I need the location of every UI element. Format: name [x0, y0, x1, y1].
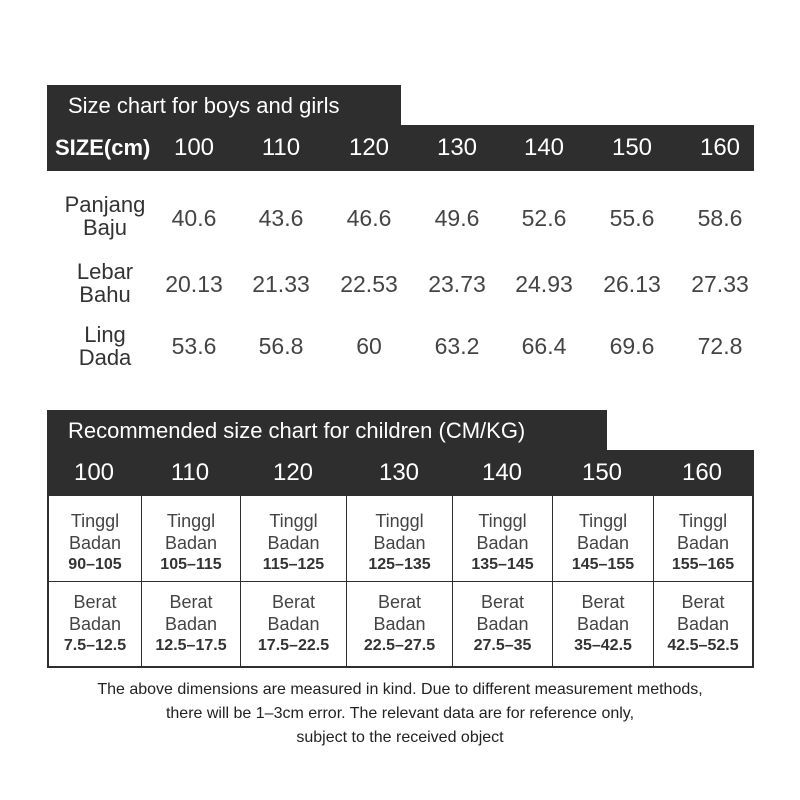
cell-value: 115–125: [262, 556, 325, 573]
cell-label-line1: Berat: [169, 592, 213, 612]
cell-value: 35–42.5: [574, 637, 632, 654]
table-cell: 63.2: [434, 333, 480, 359]
measurement-disclaimer: [20, 678, 780, 750]
size-header-100: 100: [73, 459, 115, 486]
cell-label-line1: Berat: [480, 592, 525, 612]
table-cell: 49.6: [434, 205, 480, 231]
cell-value: 27.5–35: [473, 637, 532, 654]
table-cell: 60: [356, 333, 382, 359]
weight-cell: [654, 591, 752, 657]
cell-label-line1: Tinggl: [166, 511, 216, 531]
cell-label-line2: Badan: [68, 533, 122, 553]
size-header-110: 110: [170, 459, 210, 486]
cell-value: 125–135: [368, 556, 431, 573]
cell-label-line1: Berat: [581, 592, 625, 612]
size-column-label: SIZE(cm): [55, 135, 151, 160]
table-cell: 22.53: [340, 271, 398, 297]
weight-cell: [241, 591, 346, 657]
size-header-130: 130: [378, 459, 420, 486]
weight-cell: [142, 591, 240, 657]
size-header-120: 120: [272, 459, 314, 486]
cell-value: 90–105: [68, 556, 122, 573]
row-label-line1: Lebar: [76, 259, 134, 284]
cell-label-line2: Badan: [68, 614, 122, 634]
cell-label-line2: Badan: [476, 533, 529, 553]
cell-label-line2: Badan: [576, 533, 630, 553]
table-cell: 56.8: [258, 333, 304, 359]
cell-label-line2: Badan: [576, 614, 630, 634]
table-cell: 52.6: [521, 205, 567, 231]
row-label-panjang-baju: [50, 193, 160, 239]
cell-label-line2: Badan: [373, 533, 426, 553]
size-header-100: 100: [173, 134, 215, 161]
row-label-line2: Dada: [78, 345, 132, 370]
cell-label-line1: Tinggl: [478, 511, 527, 531]
weight-cell: [347, 591, 452, 657]
height-cell: [654, 510, 752, 576]
row-divider: [47, 581, 754, 582]
size-header-160: 160: [699, 134, 741, 161]
row-label-line1: Ling: [84, 322, 126, 347]
cell-label-line2: Badan: [373, 614, 426, 634]
cell-value: 42.5–52.5: [667, 637, 739, 654]
cell-label-line1: Tinggl: [269, 511, 318, 531]
row-label-line1: Panjang: [64, 192, 146, 217]
cell-value: 105–115: [160, 556, 222, 573]
cell-label-line1: Tinggl: [578, 511, 628, 531]
table-cell: 55.6: [609, 205, 655, 231]
table-cell: 21.33: [252, 271, 310, 297]
size-chart-title: Size chart for boys and girls: [47, 85, 401, 126]
table-cell: 58.6: [697, 205, 743, 231]
row-label-line2: Bahu: [79, 282, 131, 307]
height-cell: [241, 510, 346, 576]
cell-label-line1: Berat: [377, 592, 422, 612]
disclaimer-line2: there will be 1–3cm error. The relevant data are for reference only,: [165, 705, 635, 722]
weight-cell: [553, 591, 653, 657]
size-header-140: 140: [481, 459, 523, 486]
table-cell: 53.6: [171, 333, 217, 359]
table-cell: 46.6: [346, 205, 392, 231]
weight-cell: [49, 591, 141, 657]
cell-label-line2: Badan: [164, 614, 218, 634]
cell-label-line2: Badan: [267, 614, 320, 634]
cell-label-line1: Berat: [73, 592, 117, 612]
cell-label-line2: Badan: [676, 614, 730, 634]
table-cell: 23.73: [428, 271, 486, 297]
table-cell: 72.8: [697, 333, 743, 359]
table-cell: 27.33: [691, 271, 749, 297]
size-header-120: 120: [348, 134, 390, 161]
cell-label-line1: Tinggl: [678, 511, 728, 531]
recommended-chart-title: Recommended size chart for children (CM/KG): [47, 410, 607, 451]
height-cell: [347, 510, 452, 576]
table-cell: 40.6: [171, 205, 217, 231]
size-header-150: 150: [611, 134, 653, 161]
cell-value: 145–155: [571, 556, 635, 573]
height-cell: [142, 510, 240, 576]
cell-value: 7.5–12.5: [63, 637, 127, 654]
disclaimer-line1: The above dimensions are measured in kind. Due to different measurement methods,: [97, 681, 703, 698]
row-label-line2: Baju: [82, 215, 128, 240]
height-cell: [49, 510, 141, 576]
cell-value: 22.5–27.5: [363, 637, 436, 654]
cell-label-line1: Berat: [681, 592, 725, 612]
cell-label-line2: Badan: [267, 533, 320, 553]
table-cell: 20.13: [165, 271, 223, 297]
height-cell: [453, 510, 552, 576]
row-label-ling-dada: [50, 323, 160, 369]
cell-label-line2: Badan: [476, 614, 529, 634]
cell-value: 155–165: [671, 556, 735, 573]
size-header-130: 130: [436, 134, 478, 161]
cell-label-line2: Badan: [676, 533, 730, 553]
table-cell: 69.6: [609, 333, 655, 359]
cell-label-line1: Tinggl: [70, 511, 120, 531]
size-header-150: 150: [581, 459, 623, 486]
cell-value: 12.5–17.5: [155, 637, 227, 654]
disclaimer-line3: subject to the received object: [296, 729, 504, 746]
table-cell: 26.13: [603, 271, 661, 297]
weight-cell: [453, 591, 552, 657]
table-cell: 24.93: [515, 271, 573, 297]
table-cell: 43.6: [258, 205, 304, 231]
cell-value: 17.5–22.5: [257, 637, 330, 654]
height-cell: [553, 510, 653, 576]
size-header-140: 140: [523, 134, 565, 161]
cell-value: 135–145: [471, 556, 534, 573]
cell-label-line2: Badan: [164, 533, 218, 553]
size-header-160: 160: [681, 459, 723, 486]
row-label-lebar-bahu: [50, 260, 160, 306]
cell-label-line1: Berat: [271, 592, 316, 612]
table-cell: 66.4: [521, 333, 567, 359]
size-header-110: 110: [261, 134, 301, 161]
cell-label-line1: Tinggl: [375, 511, 424, 531]
